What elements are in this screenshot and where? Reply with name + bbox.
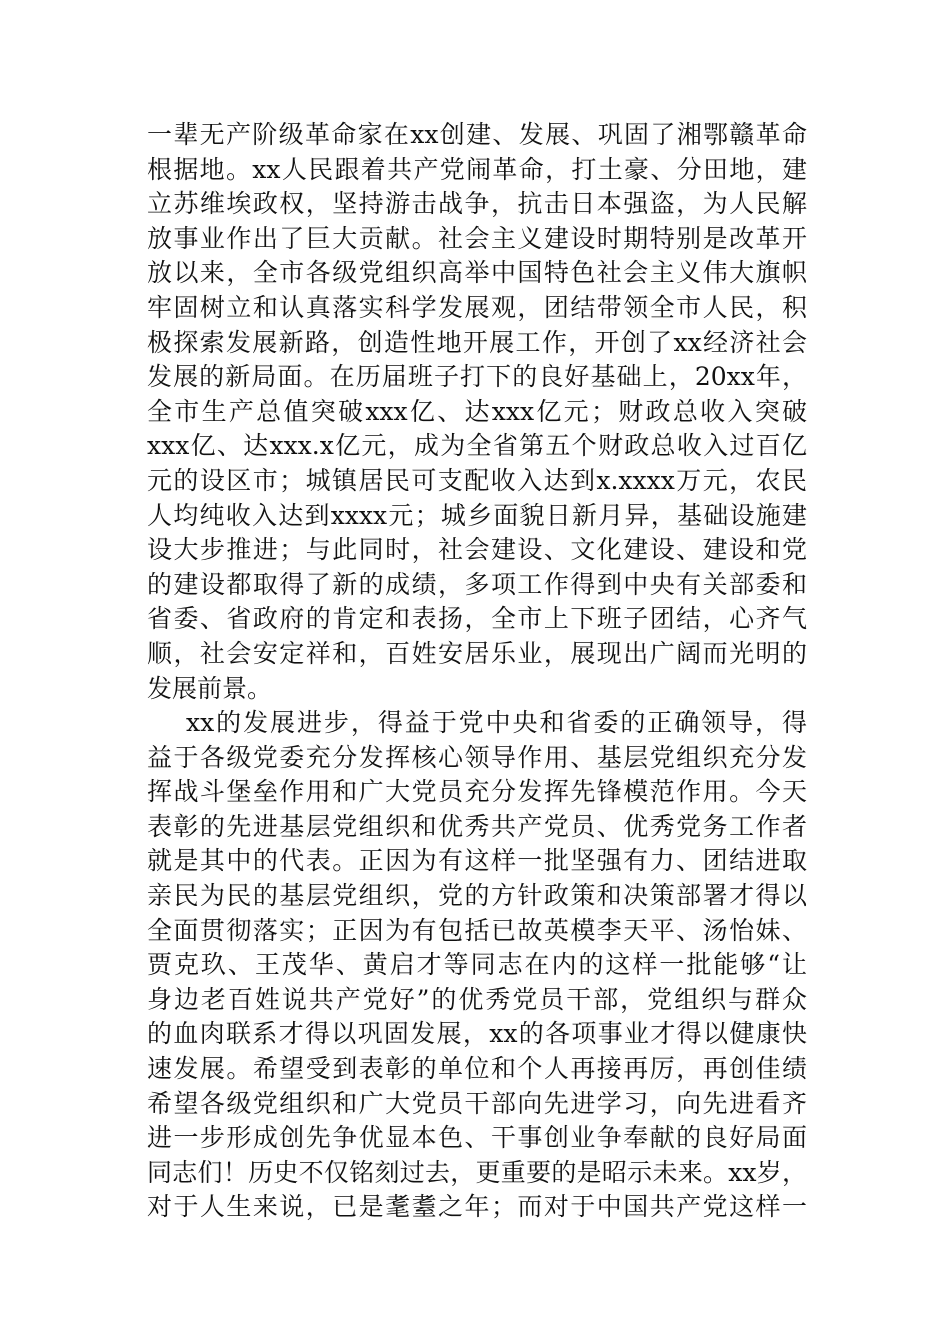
- body-text: [147, 118, 807, 1225]
- text-line: 根据地。xx人民跟着共产党闹革命，打土豪、分田地，建: [147, 154, 807, 184]
- text-line: 一辈无产阶级革命家在xx创建、发展、巩固了湘鄂赣革命: [147, 120, 807, 149]
- text-line: 同志们！历史不仅铭刻过去，更重要的是昭示未来。xx岁，: [147, 1157, 807, 1187]
- text-line: 牢固树立和认真落实科学发展观，团结带领全市人民，积: [147, 292, 807, 322]
- text-line: 发展的新局面。在历届班子打下的良好基础上，20xx年，: [147, 362, 807, 392]
- text-line: 放事业作出了巨大贡献。社会主义建设时期特别是改革开: [147, 223, 807, 253]
- text-line: 进一步形成创先争优显本色、干事创业争奉献的良好局面: [147, 1123, 807, 1153]
- text-line: 表彰的先进基层党组织和优秀共产党员、优秀党务工作者: [147, 811, 807, 841]
- text-line: 挥战斗堡垒作用和广大党员充分发挥先锋模范作用。今天: [147, 777, 807, 807]
- text-line: 顺，社会安定祥和，百姓安居乐业，展现出广阔而光明的: [147, 638, 807, 668]
- text-line: 设大步推进；与此同时，社会建设、文化建设、建设和党: [147, 535, 807, 565]
- text-line: 就是其中的代表。正因为有这样一批坚强有力、团结进取: [147, 846, 807, 876]
- paragraph-2: [147, 706, 807, 1225]
- text-line: 放以来，全市各级党组织高举中国特色社会主义伟大旗帜: [147, 258, 807, 288]
- text-line: 希望各级党组织和广大党员干部向先进学习，向先进看齐: [147, 1088, 807, 1118]
- text-line: 全市生产总值突破xxx亿、达xxx亿元；财政总收入突破: [147, 396, 807, 426]
- paragraph-1: [147, 118, 807, 706]
- text-line: 贾克玖、王茂华、黄启才等同志在内的这样一批能够“让: [147, 950, 807, 980]
- text-line: 速发展。希望受到表彰的单位和个人再接再厉，再创佳绩: [147, 1054, 807, 1084]
- text-line: xxx亿、达xxx.x亿元，成为全省第五个财政总收入过百亿: [147, 431, 807, 461]
- text-line: 极探索发展新路，创造性地开展工作，开创了xx经济社会: [147, 327, 807, 357]
- text-line: 全面贯彻落实；正因为有包括已故英模李天平、汤怡妹、: [147, 915, 807, 945]
- text-line: 亲民为民的基层党组织，党的方针政策和决策部署才得以: [147, 881, 807, 911]
- text-line: 人均纯收入达到xxxx元；城乡面貌日新月异，基础设施建: [147, 500, 807, 530]
- text-line: xx的发展进步，得益于党中央和省委的正确领导，得: [186, 708, 807, 738]
- text-line: 益于各级党委充分发挥核心领导作用、基层党组织充分发: [147, 742, 807, 772]
- text-line: 发展前景。: [147, 673, 273, 703]
- text-line: 立苏维埃政权，坚持游击战争，抗击日本强盗，为人民解: [147, 189, 807, 219]
- text-line: 对于人生来说，已是耄耋之年；而对于中国共产党这样一: [147, 1192, 807, 1222]
- text-line: 的血肉联系才得以巩固发展，xx的各项事业才得以健康快: [147, 1019, 807, 1049]
- text-line: 省委、省政府的肯定和表扬，全市上下班子团结，心齐气: [147, 604, 807, 634]
- text-line: 的建设都取得了新的成绩，多项工作得到中央有关部委和: [147, 569, 807, 599]
- text-line: 元的设区市；城镇居民可支配收入达到x.xxxx万元，农民: [147, 465, 807, 495]
- text-line: 身边老百姓说共产党好”的优秀党员干部，党组织与群众: [147, 984, 807, 1014]
